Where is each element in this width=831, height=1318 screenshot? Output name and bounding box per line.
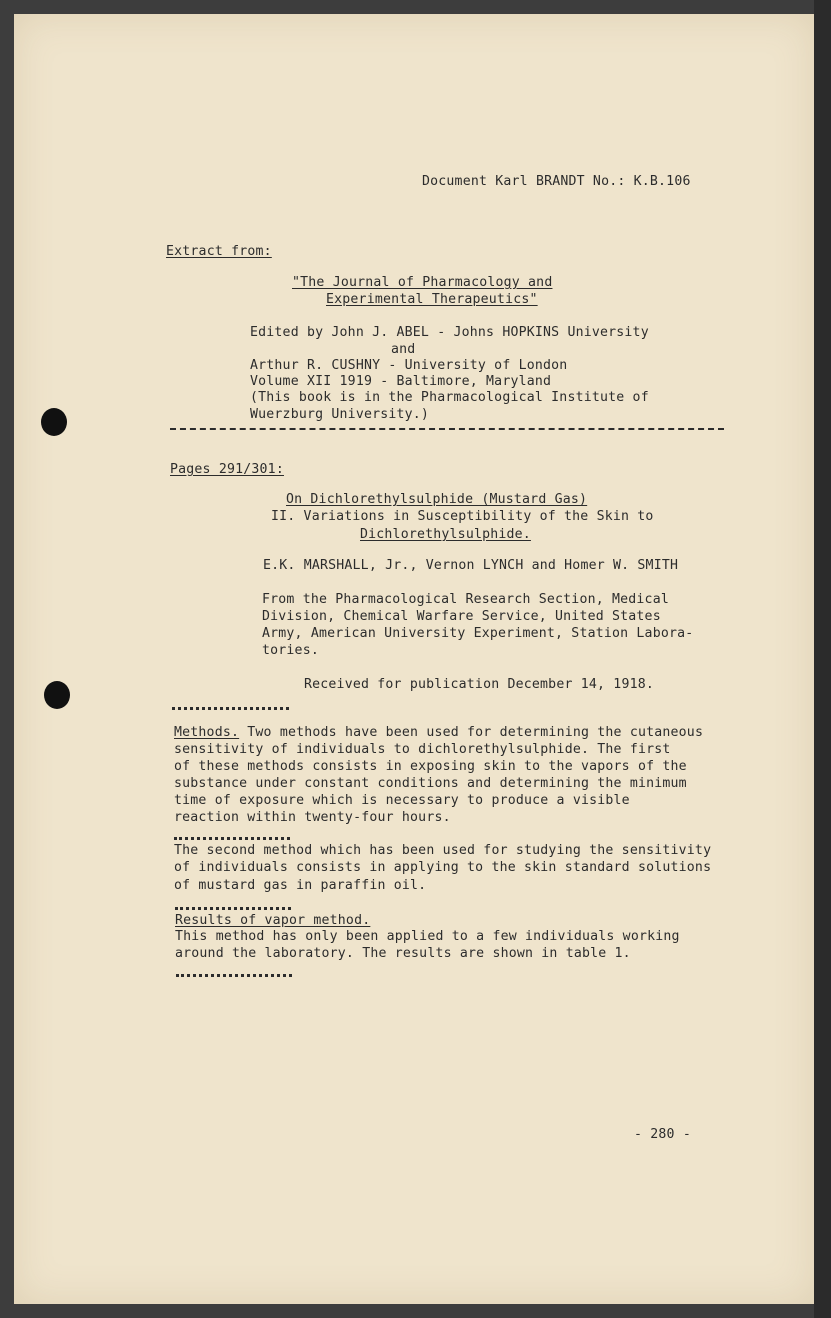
methods-paragraph-line6: reaction within twenty-four hours.: [174, 810, 451, 825]
methods-paragraph-line3: of these methods consists in exposing skin to the vapors of the: [174, 759, 687, 774]
results-line1: This method has only been applied to a few individuals working: [175, 929, 680, 944]
second-method-line3: of mustard gas in paraffin oil.: [174, 878, 427, 893]
article-title-line1: On Dichlorethylsulphide (Mustard Gas): [286, 492, 588, 507]
methods-line1-text: Two methods have been used for determining the cutaneous: [247, 725, 704, 740]
document-page: [14, 14, 814, 1304]
article-title-line2: II. Variations in Susceptibility of the Skin to: [271, 509, 654, 524]
ellipsis-divider-2: [174, 837, 290, 840]
punch-hole-lower: [44, 681, 70, 709]
methods-paragraph-line4: substance under constant conditions and determining the minimum: [174, 776, 687, 791]
scanner-edge: [814, 0, 831, 1318]
and-line: and: [391, 342, 416, 357]
authors-line: E.K. MARSHALL, Jr., Vernon LYNCH and Homer W. SMITH: [263, 558, 679, 573]
ellipsis-divider-3: [175, 907, 291, 910]
punch-hole-upper: [41, 408, 67, 436]
separator-dashed-line: [170, 428, 724, 430]
journal-title-line1: "The Journal of Pharmacology and: [292, 275, 553, 290]
article-title-line3: Dichlorethylsulphide.: [360, 527, 531, 542]
second-method-line1: The second method which has been used for studying the sensitivity: [174, 843, 712, 858]
location-note-line1: (This book is in the Pharmacological Institute of: [250, 390, 649, 405]
affiliation-line4: tories.: [262, 643, 319, 658]
affiliation-line2: Division, Chemical Warfare Service, United States: [262, 609, 661, 624]
ellipsis-divider-1: [172, 707, 289, 710]
methods-paragraph-line2: sensitivity of individuals to dichlorethylsulphide. The first: [174, 742, 671, 757]
volume-line: Volume XII 1919 - Baltimore, Maryland: [250, 374, 552, 389]
second-method-line2: of individuals consists in applying to the skin standard solutions: [174, 860, 712, 875]
received-line: Received for publication December 14, 1918.: [304, 677, 655, 692]
methods-paragraph-line5: time of exposure which is necessary to produce a visible: [174, 793, 630, 808]
ellipsis-divider-4: [176, 974, 292, 977]
page-number: - 280 -: [634, 1127, 691, 1142]
edited-by-line: Edited by John J. ABEL - Johns HOPKINS University: [250, 325, 649, 340]
document-reference: Document Karl BRANDT No.: K.B.106: [422, 174, 691, 189]
results-line2: around the laboratory. The results are shown in table 1.: [175, 946, 631, 961]
location-note-line2: Wuerzburg University.): [250, 407, 430, 422]
journal-title-line2: Experimental Therapeutics": [326, 292, 538, 307]
cushny-line: Arthur R. CUSHNY - University of London: [250, 358, 568, 373]
affiliation-line1: From the Pharmacological Research Section, Medical: [262, 592, 669, 607]
methods-heading: Methods.: [174, 725, 240, 740]
methods-paragraph-line1: [174, 724, 703, 741]
pages-label: Pages 291/301:: [170, 462, 284, 477]
results-heading: Results of vapor method.: [175, 913, 371, 928]
extract-label: Extract from:: [166, 244, 272, 259]
affiliation-line3: Army, American University Experiment, Station Labora-: [262, 626, 694, 641]
